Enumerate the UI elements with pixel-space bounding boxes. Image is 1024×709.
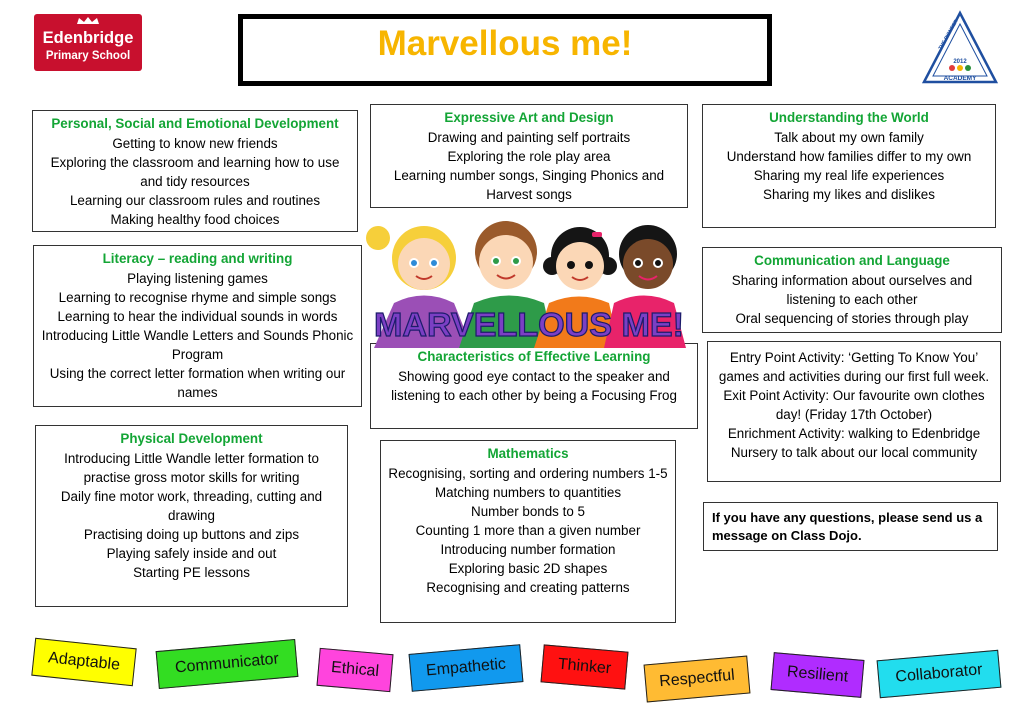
title-box bbox=[238, 14, 772, 86]
child-figure-icon bbox=[957, 65, 963, 71]
questions-box bbox=[703, 502, 998, 551]
crown-icon bbox=[76, 17, 100, 25]
literacy-line: Learning to hear the individual sounds in words bbox=[57, 309, 338, 324]
world-line: Talk about my own family bbox=[774, 130, 924, 145]
maths-line: Exploring basic 2D shapes bbox=[448, 561, 608, 576]
maths-heading: Mathematics bbox=[487, 446, 569, 461]
maths-line: Matching numbers to quantities bbox=[434, 485, 622, 500]
value-card-empathetic: Empathetic bbox=[409, 644, 524, 692]
school-subtitle: Primary School bbox=[45, 50, 131, 62]
maths-line: Recognising, sorting and ordering numbers 1-5 bbox=[388, 466, 668, 481]
page-title: Marvellous me! bbox=[377, 24, 633, 63]
value-card-ethical: Ethical bbox=[316, 648, 393, 692]
communication-line: Oral sequencing of stories through play bbox=[735, 311, 969, 326]
value-card-resilient: Resilient bbox=[771, 652, 865, 698]
physical-line: Daily fine motor work, threading, cutting and drawing bbox=[60, 489, 323, 523]
literacy-line: Using the correct letter formation when writing our names bbox=[49, 366, 346, 400]
value-card-thinker: Thinker bbox=[541, 644, 629, 689]
characteristics-heading: Characteristics of Effective Learning bbox=[417, 349, 651, 364]
maths-line: Introducing number formation bbox=[440, 542, 616, 557]
psed-heading: Personal, Social and Emotional Development bbox=[51, 116, 339, 131]
value-card-respectful: Respectful bbox=[644, 656, 751, 703]
activities-line: Exit Point Activity: Our favourite own clothes day! (Friday 17th October) bbox=[723, 388, 985, 422]
psed-section bbox=[32, 110, 358, 232]
psed-line: Exploring the classroom and learning how to use and tidy resources bbox=[50, 155, 340, 189]
child-face-icon bbox=[475, 221, 537, 289]
marvellous-me-illustration bbox=[364, 208, 694, 348]
child-figure-icon bbox=[949, 65, 955, 71]
literacy-line: Introducing Little Wandle Letters and Sounds Phonic Program bbox=[41, 328, 354, 362]
characteristics-section bbox=[370, 343, 698, 429]
literacy-heading: Literacy – reading and writing bbox=[102, 251, 293, 266]
pioneer-academy-logo bbox=[921, 10, 999, 86]
world-line: Understand how families differ to my own bbox=[726, 149, 972, 164]
world-line: Sharing my real life experiences bbox=[753, 168, 945, 183]
expressive-line: Learning number songs, Singing Phonics and Harvest songs bbox=[393, 168, 665, 202]
child-figure-icon bbox=[965, 65, 971, 71]
academy-logo-top-text: THE PIONEER bbox=[937, 18, 960, 51]
value-card-communicator: Communicator bbox=[156, 639, 299, 689]
physical-section bbox=[35, 425, 348, 607]
physical-line: Playing safely inside and out bbox=[106, 546, 277, 561]
expressive-line: Drawing and painting self portraits bbox=[427, 130, 631, 145]
expressive-section bbox=[370, 104, 688, 208]
world-heading: Understanding the World bbox=[769, 110, 929, 125]
expressive-heading: Expressive Art and Design bbox=[444, 110, 614, 125]
child-face-icon bbox=[619, 225, 677, 289]
child-face-icon bbox=[366, 226, 456, 290]
communication-section bbox=[702, 247, 1002, 333]
physical-line: Introducing Little Wandle letter formation to practise gross motor skills for writing bbox=[64, 451, 319, 485]
maths-line: Number bonds to 5 bbox=[471, 504, 585, 519]
value-card-adaptable: Adaptable bbox=[31, 638, 136, 686]
marvellous-me-banner: MARVELLOUS ME! bbox=[374, 306, 684, 343]
psed-line: Getting to know new friends bbox=[112, 136, 278, 151]
maths-line: Recognising and creating patterns bbox=[426, 580, 630, 595]
literacy-section bbox=[33, 245, 362, 407]
communication-heading: Communication and Language bbox=[754, 253, 950, 268]
questions-text: If you have any questions, please send us a message on Class Dojo. bbox=[712, 510, 983, 543]
activities-section bbox=[707, 341, 1001, 482]
psed-line: Learning our classroom rules and routines bbox=[69, 193, 321, 208]
expressive-line: Exploring the role play area bbox=[447, 149, 611, 164]
maths-section bbox=[380, 440, 676, 623]
literacy-line: Playing listening games bbox=[127, 271, 268, 286]
world-line: Sharing my likes and dislikes bbox=[763, 187, 935, 202]
value-card-collaborator: Collaborator bbox=[877, 650, 1002, 698]
academy-logo-text: ACADEMY bbox=[943, 75, 977, 82]
edenbridge-logo bbox=[34, 14, 142, 71]
communication-line: Sharing information about ourselves and listening to each other bbox=[731, 273, 973, 307]
physical-line: Practising doing up buttons and zips bbox=[83, 527, 300, 542]
physical-line: Starting PE lessons bbox=[133, 565, 250, 580]
child-face-icon bbox=[543, 227, 617, 290]
activities-line: Enrichment Activity: walking to Edenbridge Nursery to talk about our local community bbox=[727, 426, 981, 460]
physical-heading: Physical Development bbox=[120, 431, 263, 446]
maths-line: Counting 1 more than a given number bbox=[415, 523, 641, 538]
psed-line: Making healthy food choices bbox=[110, 212, 280, 227]
activities-line: Entry Point Activity: ‘Getting To Know You’ games and activities during our first full week. bbox=[718, 350, 990, 384]
world-section bbox=[702, 104, 996, 228]
academy-logo-year: 2012 bbox=[953, 59, 967, 65]
literacy-line: Learning to recognise rhyme and simple songs bbox=[58, 290, 337, 305]
school-name: Edenbridge bbox=[42, 29, 134, 47]
characteristics-line: Showing good eye contact to the speaker and listening to each other by being a Focusing Frog bbox=[391, 369, 677, 403]
